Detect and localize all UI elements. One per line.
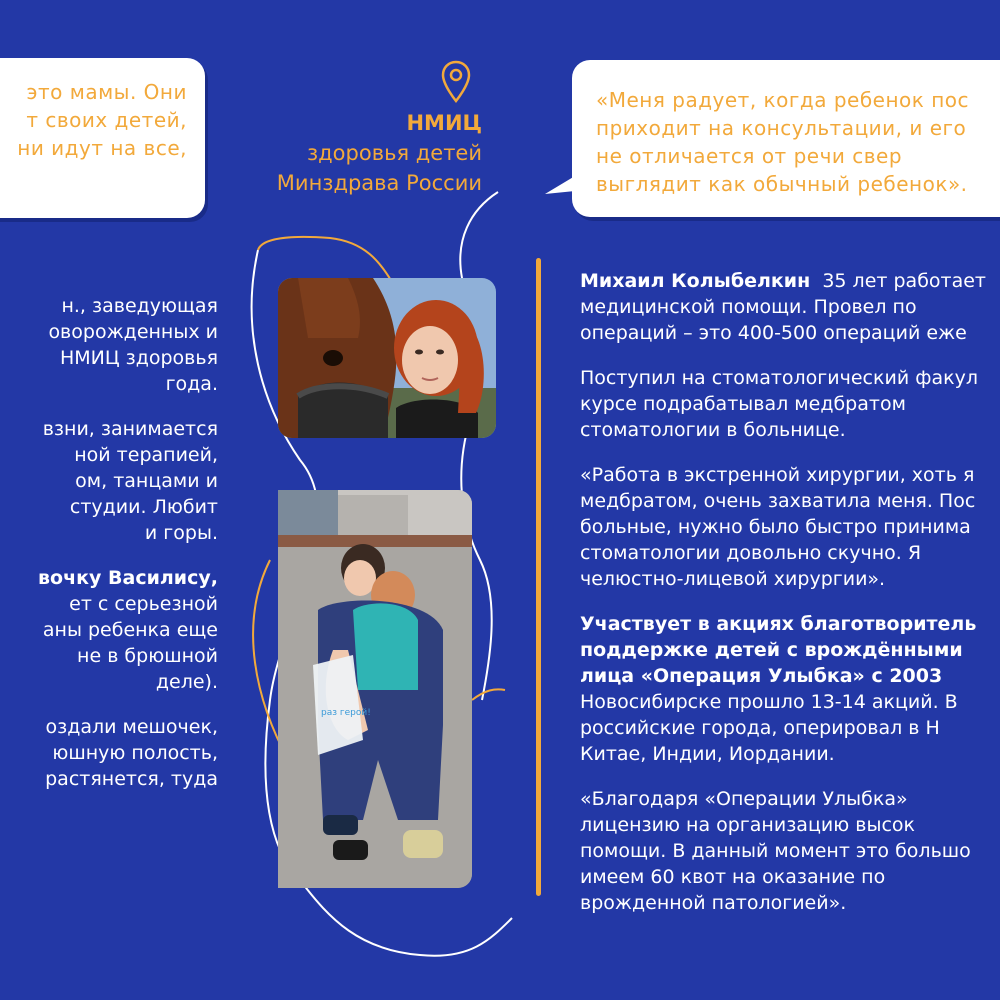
- orange-curve-top: [258, 237, 392, 282]
- text-line: российские города, оперировал в Н: [580, 717, 940, 739]
- left-paragraph-3: [38, 565, 218, 695]
- text-line: стоматологии в больнице.: [580, 419, 846, 441]
- left-paragraph-4: [38, 714, 218, 792]
- text-line-bold: поддержке детей с врождёнными: [580, 639, 963, 661]
- quote-bubble-left: [0, 58, 205, 218]
- text-line: Китае, Индии, Иордании.: [580, 743, 835, 765]
- org-line-3: Минздрава России: [276, 171, 482, 195]
- location-pin-icon: [440, 60, 472, 104]
- text-line: [580, 268, 986, 294]
- text-line: года.: [165, 373, 218, 395]
- text-line: имеем 60 квот на оказание по: [580, 866, 886, 888]
- text-line: Новосибирске прошло 13-14 акций. В: [580, 691, 958, 713]
- text-line-bold: Участвует в акциях благотворитель: [580, 613, 977, 635]
- horse-photo-illustration: [278, 278, 496, 438]
- hug-photo-illustration: [278, 490, 472, 888]
- text-line: медицинской помощи. Провел по: [580, 296, 917, 318]
- quote-left-line: т своих детей,: [26, 108, 187, 132]
- text-line: оворожденных и: [48, 321, 218, 343]
- organisation-name: [220, 108, 482, 198]
- text-line: НМИЦ здоровья: [59, 347, 218, 369]
- quote-left-line: ни идут на все,: [17, 136, 187, 160]
- text-line: взни, занимается: [42, 418, 218, 440]
- vertical-divider: [536, 258, 541, 896]
- text-line: и горы.: [144, 522, 218, 544]
- quote-bubble-right: [572, 60, 1000, 217]
- orange-curve-right: [472, 689, 505, 700]
- text-fragment: 35 лет работает: [822, 270, 986, 292]
- quote-right-line: не отличается от речи свер: [596, 144, 903, 168]
- text-line: больные, нужно было быстро принима: [580, 516, 971, 538]
- quote-left-line: это мамы. Они: [26, 80, 187, 104]
- text-line: «Благодаря «Операции Улыбка»: [580, 788, 908, 810]
- text-line-bold: вочку Василису,: [38, 567, 218, 589]
- text-line: студии. Любит: [69, 496, 218, 518]
- text-line: юшную полость,: [52, 742, 218, 764]
- text-line: врожденной патологией».: [580, 892, 847, 914]
- quote-right-text: [596, 86, 969, 198]
- quote-right-line: «Меня радует, когда ребенок пос: [596, 88, 970, 112]
- text-line: операций – это 400-500 операций еже: [580, 322, 967, 344]
- text-line: н., заведующая: [61, 295, 218, 317]
- text-line: курсе подрабатывал медбратом: [580, 393, 906, 415]
- text-line: ом, танцами и: [75, 470, 218, 492]
- text-line: не в брюшной: [77, 645, 218, 667]
- text-line-bold: лица «Операция Улыбка» с 2003: [580, 665, 943, 687]
- right-paragraph-5: [580, 786, 986, 916]
- left-bio-column: [38, 293, 218, 811]
- text-line: помощи. В данный момент это большо: [580, 840, 971, 862]
- text-line: аны ребенка еще: [42, 619, 218, 641]
- right-paragraph-1: [580, 268, 986, 346]
- right-paragraph-2: [580, 365, 986, 443]
- quote-left-text: [17, 78, 187, 162]
- bag-print-text: раз герой!: [321, 708, 371, 718]
- quote-right-line: приходит на консультации, и его: [596, 116, 967, 140]
- text-line: «Работа в экстренной хирургии, хоть я: [580, 464, 975, 486]
- right-paragraph-3: [580, 462, 986, 592]
- quote-right-line: выглядит как обычный ребенок».: [596, 172, 968, 196]
- photo-doctor-hugging-child: [278, 490, 472, 888]
- org-abbreviation: НМИЦ: [406, 111, 482, 135]
- text-line: ной терапией,: [74, 444, 218, 466]
- text-line: оздали мешочек,: [45, 716, 218, 738]
- org-line-2: здоровья детей: [306, 141, 482, 165]
- text-line: ет с серьезной: [69, 593, 218, 615]
- left-paragraph-1: [38, 293, 218, 397]
- doctor-name: Михаил Колыбелкин: [580, 270, 811, 292]
- right-bio-column: [580, 268, 986, 935]
- text-line: стоматологии довольно скучно. Я: [580, 542, 922, 564]
- right-paragraph-4: [580, 611, 986, 767]
- text-line: растянется, туда: [45, 768, 218, 790]
- text-line: деле).: [155, 671, 218, 693]
- text-line: лицензию на организацию высок: [580, 814, 916, 836]
- text-line: Поступил на стоматологический факул: [580, 367, 978, 389]
- text-line: челюстно-лицевой хирургии».: [580, 568, 886, 590]
- photo-woman-with-horse: [278, 278, 496, 438]
- left-paragraph-2: [38, 416, 218, 546]
- text-line: медбратом, очень захватила меня. Пос: [580, 490, 976, 512]
